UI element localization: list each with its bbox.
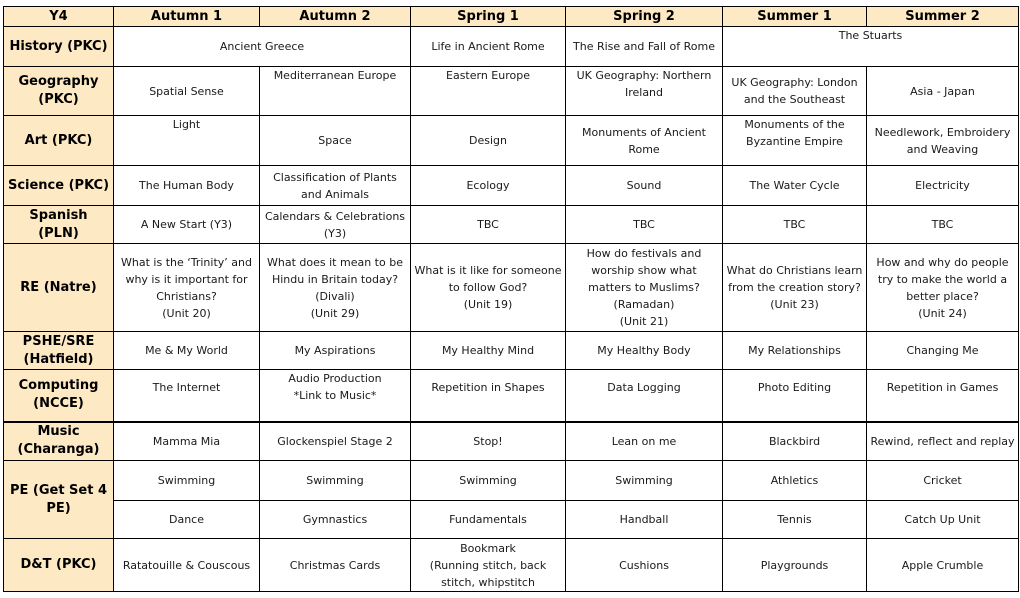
topic-cell: The Human Body bbox=[114, 166, 260, 206]
topic-cell: My Aspirations bbox=[260, 332, 411, 370]
topic-cell: UK Geography: London and the Southeast bbox=[723, 67, 867, 116]
topic-cell: Photo Editing bbox=[723, 370, 867, 422]
topic-cell: The Water Cycle bbox=[723, 166, 867, 206]
subject-label: PSHE/SRE (Hatfield) bbox=[4, 332, 114, 370]
topic-cell: Design bbox=[411, 116, 566, 166]
topic-cell: Stop! bbox=[411, 422, 566, 461]
topic-cell: Data Logging bbox=[566, 370, 723, 422]
topic-cell: Bookmark (Running stitch, back stitch, whipstitch bbox=[411, 539, 566, 592]
topic-cell: TBC bbox=[723, 206, 867, 244]
topic-cell: Calendars & Celebrations (Y3) bbox=[260, 206, 411, 244]
topic-cell: What is the ‘Trinity’ and why is it important for Christians? (Unit 20) bbox=[114, 244, 260, 332]
subject-label: History (PKC) bbox=[4, 27, 114, 67]
topic-cell: Cushions bbox=[566, 539, 723, 592]
topic-cell: How do festivals and worship show what matters to Muslims? (Ramadan) (Unit 21) bbox=[566, 244, 723, 332]
topic-cell: Ecology bbox=[411, 166, 566, 206]
topic-cell: What does it mean to be Hindu in Britain today? (Divali) (Unit 29) bbox=[260, 244, 411, 332]
subject-label: Computing (NCCE) bbox=[4, 370, 114, 422]
year-header: Y4 bbox=[4, 7, 114, 27]
topic-cell: Dance bbox=[114, 501, 260, 539]
topic-cell: Rewind, reflect and replay bbox=[867, 422, 1019, 461]
topic-cell: A New Start (Y3) bbox=[114, 206, 260, 244]
term-header: Autumn 2 bbox=[260, 7, 411, 27]
topic-cell: Apple Crumble bbox=[867, 539, 1019, 592]
topic-cell: Glockenspiel Stage 2 bbox=[260, 422, 411, 461]
topic-cell: Electricity bbox=[867, 166, 1019, 206]
dt-row bbox=[4, 539, 1019, 592]
re-row bbox=[4, 244, 1019, 332]
computing-row bbox=[4, 370, 1019, 422]
topic-cell: TBC bbox=[867, 206, 1019, 244]
topic-cell: TBC bbox=[411, 206, 566, 244]
subject-label: Spanish (PLN) bbox=[4, 206, 114, 244]
topic-cell: What do Christians learn from the creation story? (Unit 23) bbox=[723, 244, 867, 332]
topic-cell: Mediterranean Europe bbox=[260, 67, 411, 116]
subject-label: Art (PKC) bbox=[4, 116, 114, 166]
topic-cell: Handball bbox=[566, 501, 723, 539]
topic-cell: Playgrounds bbox=[723, 539, 867, 592]
topic-cell: Asia - Japan bbox=[867, 67, 1019, 116]
term-header: Spring 1 bbox=[411, 7, 566, 27]
topic-cell: UK Geography: Northern Ireland bbox=[566, 67, 723, 116]
topic-cell: What is it like for someone to follow God? (Unit 19) bbox=[411, 244, 566, 332]
topic-cell: Audio Production *Link to Music* bbox=[260, 370, 411, 422]
topic-cell: Blackbird bbox=[723, 422, 867, 461]
topic-cell: Fundamentals bbox=[411, 501, 566, 539]
topic-cell: Repetition in Shapes bbox=[411, 370, 566, 422]
topic-cell: The Stuarts bbox=[723, 27, 1019, 67]
pshe-row bbox=[4, 332, 1019, 370]
topic-cell: Ancient Greece bbox=[114, 27, 411, 67]
topic-cell: Christmas Cards bbox=[260, 539, 411, 592]
curriculum-table bbox=[3, 6, 1019, 592]
topic-cell: Light bbox=[114, 116, 260, 166]
topic-cell: Swimming bbox=[114, 461, 260, 501]
topic-cell: Swimming bbox=[411, 461, 566, 501]
topic-cell: Ratatouille & Couscous bbox=[114, 539, 260, 592]
pe-row-1 bbox=[4, 461, 1019, 501]
topic-cell: Lean on me bbox=[566, 422, 723, 461]
topic-cell: Sound bbox=[566, 166, 723, 206]
subject-label: Science (PKC) bbox=[4, 166, 114, 206]
topic-cell: Tennis bbox=[723, 501, 867, 539]
geography-row bbox=[4, 67, 1019, 116]
subject-label: Music (Charanga) bbox=[4, 422, 114, 461]
topic-cell: Changing Me bbox=[867, 332, 1019, 370]
subject-label: PE (Get Set 4 PE) bbox=[4, 461, 114, 539]
term-header: Spring 2 bbox=[566, 7, 723, 27]
topic-cell: Space bbox=[260, 116, 411, 166]
history-row bbox=[4, 27, 1019, 67]
term-header: Autumn 1 bbox=[114, 7, 260, 27]
subject-label: Geography (PKC) bbox=[4, 67, 114, 116]
topic-cell: My Healthy Mind bbox=[411, 332, 566, 370]
topic-cell: Catch Up Unit bbox=[867, 501, 1019, 539]
music-row bbox=[4, 422, 1019, 461]
header-row bbox=[4, 7, 1019, 27]
pe-row-2 bbox=[4, 501, 1019, 539]
topic-cell: Swimming bbox=[566, 461, 723, 501]
topic-cell: The Rise and Fall of Rome bbox=[566, 27, 723, 67]
topic-cell: Monuments of the Byzantine Empire bbox=[723, 116, 867, 166]
topic-cell: Classification of Plants and Animals bbox=[260, 166, 411, 206]
spanish-row bbox=[4, 206, 1019, 244]
topic-cell: Me & My World bbox=[114, 332, 260, 370]
topic-cell: The Internet bbox=[114, 370, 260, 422]
topic-cell: Monuments of Ancient Rome bbox=[566, 116, 723, 166]
subject-label: D&T (PKC) bbox=[4, 539, 114, 592]
term-header: Summer 1 bbox=[723, 7, 867, 27]
subject-label: RE (Natre) bbox=[4, 244, 114, 332]
topic-cell: Athletics bbox=[723, 461, 867, 501]
topic-cell: Mamma Mia bbox=[114, 422, 260, 461]
topic-cell: Eastern Europe bbox=[411, 67, 566, 116]
topic-cell: Repetition in Games bbox=[867, 370, 1019, 422]
topic-cell: TBC bbox=[566, 206, 723, 244]
topic-cell: Swimming bbox=[260, 461, 411, 501]
topic-cell: Needlework, Embroidery and Weaving bbox=[867, 116, 1019, 166]
term-header: Summer 2 bbox=[867, 7, 1019, 27]
topic-cell: Life in Ancient Rome bbox=[411, 27, 566, 67]
art-row bbox=[4, 116, 1019, 166]
topic-cell: Gymnastics bbox=[260, 501, 411, 539]
topic-cell: Spatial Sense bbox=[114, 67, 260, 116]
topic-cell: How and why do people try to make the world a better place? (Unit 24) bbox=[867, 244, 1019, 332]
topic-cell: My Relationships bbox=[723, 332, 867, 370]
topic-cell: My Healthy Body bbox=[566, 332, 723, 370]
topic-cell: Cricket bbox=[867, 461, 1019, 501]
science-row bbox=[4, 166, 1019, 206]
